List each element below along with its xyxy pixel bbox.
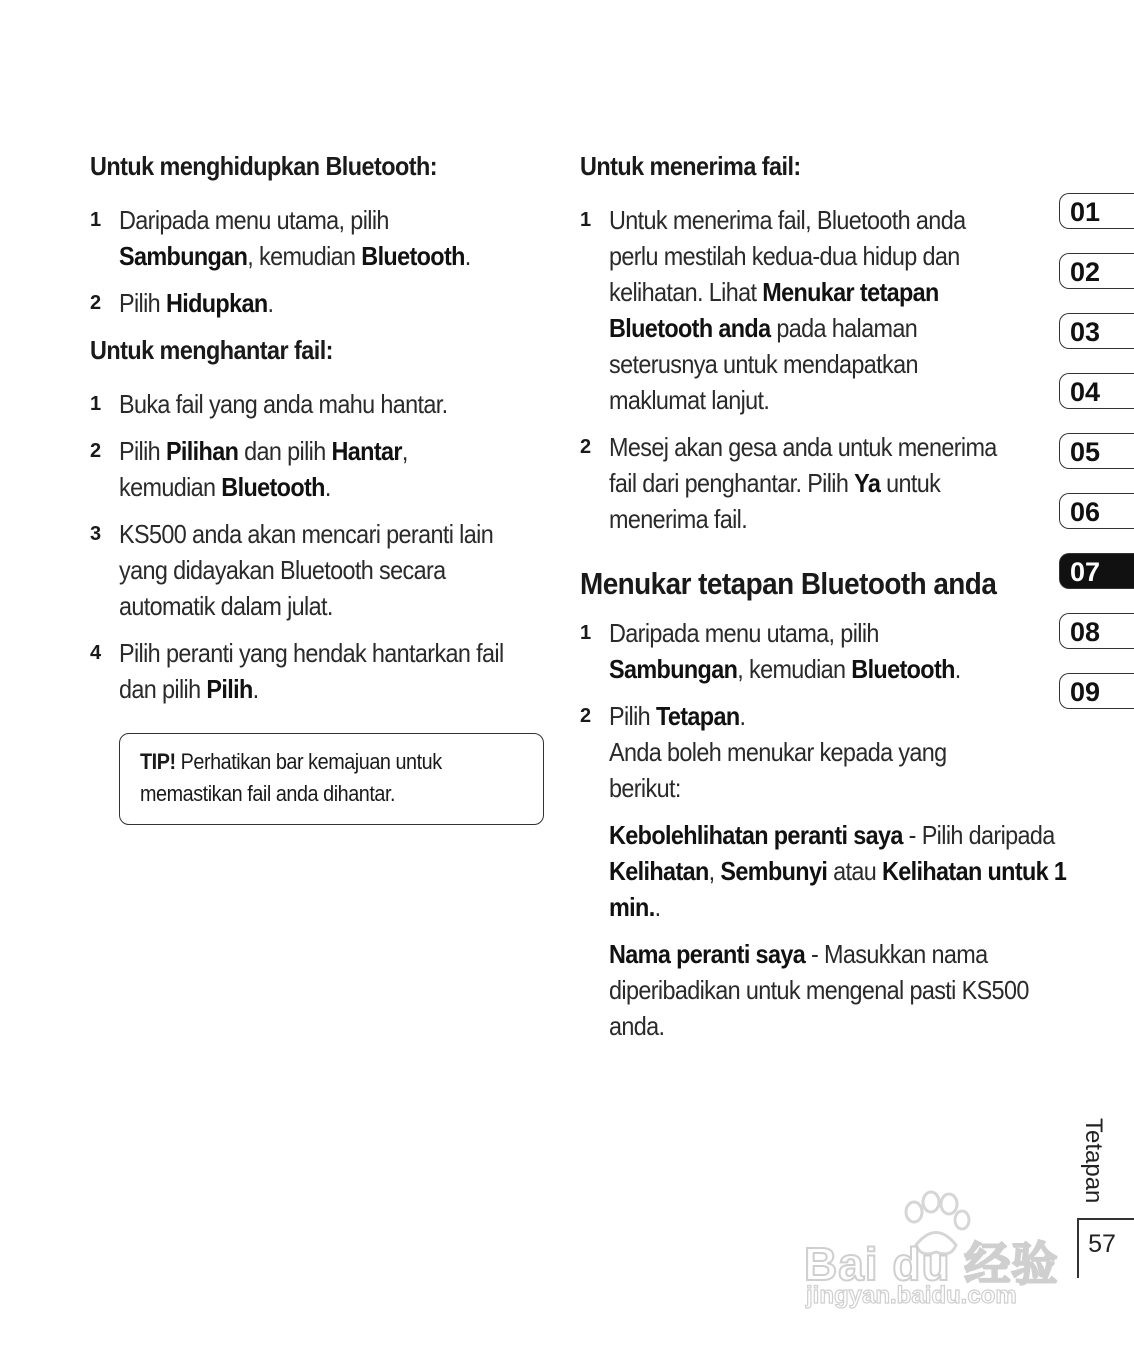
step-text [609,615,999,687]
list-item [90,635,550,707]
body-text: Untuk menerima fail, Bluetooth anda perlu mestilah kedua-dua hidup dan kelihatan. Lihat [609,205,966,307]
body-text: , [708,856,721,886]
emphasis-text: Bluetooth [851,654,955,684]
body-text: - Masukkan nama diperibadikan untuk mengenal pasti KS500 anda. [609,939,1029,1041]
chapter-tab-04[interactable]: 04 [1059,373,1134,409]
step-number: 1 [90,393,102,415]
chapter-tab-09[interactable]: 09 [1059,673,1134,709]
chapter-tab-05[interactable]: 05 [1059,433,1134,469]
steps-send-file [90,386,550,707]
left-column [90,148,550,825]
body-text: . [252,674,259,704]
chapter-tab-01[interactable]: 01 [1059,193,1134,229]
body-text: . [954,654,961,684]
body-text: , kemudian [119,436,408,502]
section-heading-send-file: Untuk menghantar fail: [90,335,333,365]
step-text [609,429,999,537]
emphasis-text: Sembunyi [720,856,828,886]
body-text: . [464,241,471,271]
tip-label: TIP! [140,749,176,774]
body-text: Pilih [119,288,166,318]
emphasis-text: Bluetooth [361,241,465,271]
page-number: 57 [1088,1230,1116,1258]
watermark-url: jingyan.baidu.com [806,1282,1017,1309]
right-column [580,148,1067,1055]
baidu-watermark [804,1190,1069,1320]
chapter-tab-06[interactable]: 06 [1059,493,1134,529]
step-number: 1 [580,209,592,231]
list-item [90,516,550,624]
list-item [580,615,1042,687]
section-heading-change-settings: Menukar tetapan Bluetooth anda [580,566,997,601]
emphasis-text: Sambungan [119,241,248,271]
list-item [580,698,1042,806]
body-text: KS500 anda akan mencari peranti lain yang didayakan Bluetooth secara automatik dalam julat. [119,519,494,621]
emphasis-text: Menukar tetapan Bluetooth anda [609,277,939,343]
chapter-tab-08[interactable]: 08 [1059,613,1134,649]
body-text: , kemudian [247,241,362,271]
body-text: Mesej akan gesa anda untuk menerima fail dari penghantar. Pilih [609,432,997,498]
body-text: . [739,701,746,731]
list-item [90,386,550,422]
step-text [119,202,507,274]
step-number: 2 [580,705,592,727]
list-item [580,429,1042,537]
emphasis-text: Kebolehlihatan peranti saya [609,820,903,850]
emphasis-text: Nama peranti saya [609,939,806,969]
step-text [119,433,507,505]
watermark-brand: Bai du 经验 [804,1238,1059,1290]
step-text [119,285,507,321]
body-text: . [324,472,331,502]
option-item [609,817,1071,925]
list-item [90,202,550,274]
body-text: Anda boleh menukar kepada yang berikut: [609,737,947,803]
step-number: 1 [90,209,102,231]
step-text [119,635,507,707]
step-text [609,698,999,806]
section-heading-receive-file: Untuk menerima fail: [580,151,801,181]
step-number: 3 [90,523,102,545]
footer-rule [1077,1218,1134,1220]
section-side-label: Tetapan [1080,1118,1107,1204]
tip-box [119,733,544,825]
emphasis-text: Pilih [206,674,253,704]
body-text: atau [827,856,882,886]
emphasis-text: Kelihatan untuk 1 min. [609,856,1067,922]
body-text: dan pilih [238,436,332,466]
list-item [90,285,550,321]
body-text: Pilih [609,701,656,731]
steps-enable-bluetooth [90,202,550,321]
list-item [580,202,1042,418]
body-text: , kemudian [737,654,852,684]
step-number: 2 [90,440,102,462]
step-number: 2 [90,292,102,314]
emphasis-text: Hantar [331,436,402,466]
emphasis-text: Bluetooth [221,472,325,502]
step-text [119,386,507,422]
body-text: pada halaman seterusnya untuk mendapatkan maklumat lanjut. [609,313,918,415]
emphasis-text: Tetapan [655,701,740,731]
chapter-tab-03[interactable]: 03 [1059,313,1134,349]
emphasis-text: Kelihatan [609,856,709,886]
chapter-tab-07[interactable]: 07 [1059,553,1134,589]
emphasis-text: Hidupkan [165,288,268,318]
body-text: Buka fail yang anda mahu hantar. [119,389,448,419]
step-number: 4 [90,642,102,664]
settings-options [580,817,1067,1044]
body-text: . [654,892,661,922]
chapter-tab-02[interactable]: 02 [1059,253,1134,289]
body-text: - Pilih daripada [902,820,1055,850]
steps-receive-file [580,202,1042,537]
body-text: Pilih peranti yang hendak hantarkan fail dan pilih [119,638,504,704]
emphasis-text: Pilihan [165,436,239,466]
step-text [609,202,999,418]
section-heading-send-on: Untuk menghidupkan Bluetooth: [90,151,438,181]
steps-change-settings [580,615,1042,806]
body-text: untuk menerima fail. [609,468,941,534]
emphasis-text: Ya [854,468,881,498]
body-text: Daripada menu utama, pilih [119,205,389,235]
step-text [119,516,507,624]
step-number: 2 [580,436,592,458]
tip-body: Perhatikan bar kemajuan untuk memastikan fail anda dihantar. [140,749,442,806]
tip-text [140,746,525,810]
body-text: Daripada menu utama, pilih [609,618,879,648]
chapter-tabs [1059,193,1134,733]
step-number: 1 [580,622,592,644]
option-item [609,936,1071,1044]
body-text: . [267,288,274,318]
list-item [90,433,550,505]
emphasis-text: Sambungan [609,654,738,684]
body-text: Pilih [119,436,166,466]
